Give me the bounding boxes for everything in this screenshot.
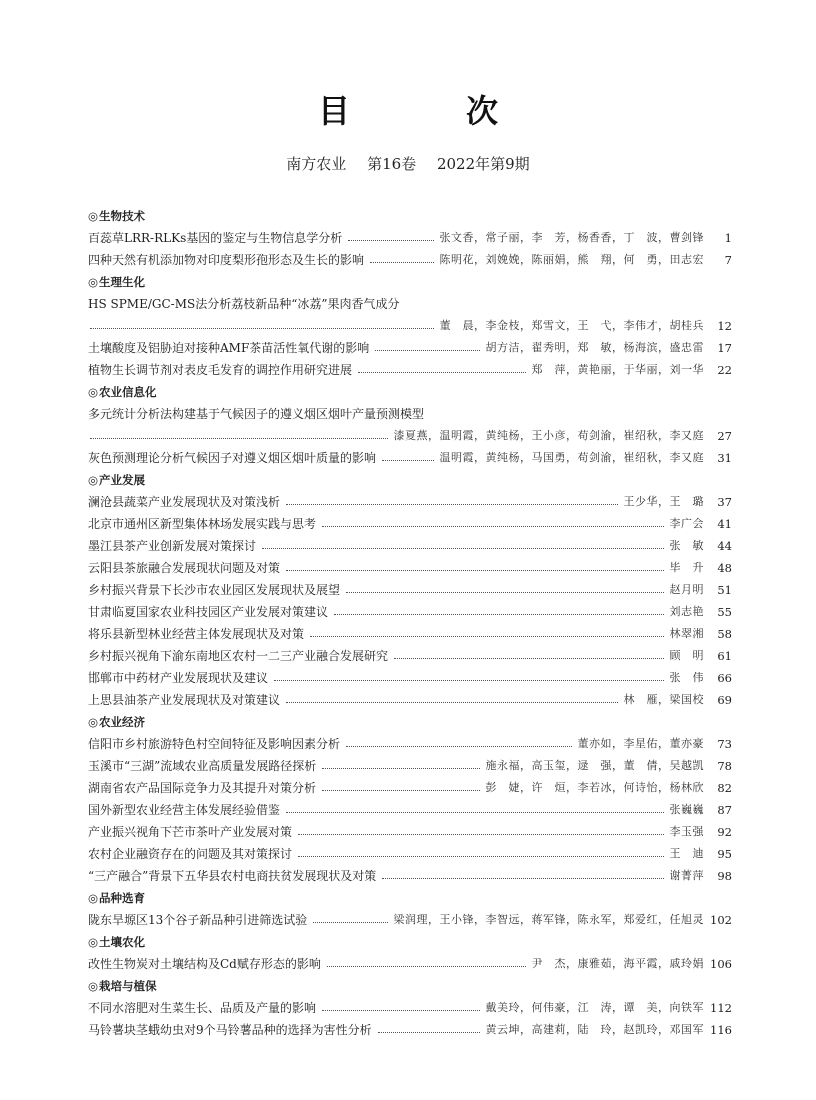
entry-title: 灰色预测理论分析气候因子对遵义烟区烟叶质量的影响 [88, 451, 377, 465]
toc-entry[interactable] [88, 315, 732, 337]
section-name: 栽培与植保 [99, 979, 157, 993]
entry-page: 41 [717, 517, 732, 531]
entry-title: 陇东旱塬区13个谷子新品种引进筛选试验 [88, 913, 308, 927]
entry-authors: 漆夏燕，温明霞，黄纯杨，王小彦，苟剑渝，崔绍秋，李又庭 [393, 429, 704, 442]
dot-leader [382, 878, 663, 879]
section-marker: ◎ [88, 209, 99, 223]
toc-entry[interactable] [88, 359, 732, 381]
entry-title: “三产融合”背景下五华县农村电商扶贫发展现状及对策 [88, 869, 377, 883]
entry-page: 7 [724, 253, 732, 267]
entry-page: 37 [717, 495, 732, 509]
section-name: 产业发展 [99, 473, 146, 487]
entry-page: 48 [717, 561, 732, 575]
dot-leader [378, 1032, 480, 1033]
issue-label: 2022年第9期 [436, 155, 530, 173]
section-name: 品种选育 [99, 891, 146, 905]
entry-title: 植物生长调节剂对表皮毛发育的调控作用研究进展 [88, 363, 353, 377]
entry-authors: 张 伟 [669, 671, 704, 684]
entry-title: 玉溪市“三湖”流域农业高质量发展路径探析 [88, 759, 317, 773]
dot-leader [322, 768, 479, 769]
entry-page: 78 [717, 759, 732, 773]
entry-page: 69 [717, 693, 732, 707]
entry-page: 116 [710, 1023, 732, 1037]
toc-entry[interactable] [88, 821, 732, 843]
journal-name: 南方农业 [286, 155, 347, 173]
entry-title: 马铃薯块茎蛾幼虫对9个马铃薯品种的选择为害性分析 [88, 1023, 372, 1037]
dot-leader [346, 746, 571, 747]
toc-entry-title-line[interactable] [88, 293, 732, 315]
entry-title: 甘肃临夏国家农业科技园区产业发展对策建议 [88, 605, 329, 619]
entry-authors: 陈明花，刘娩娩，陈丽娟，熊 翔，何 勇，田志宏 [439, 253, 704, 266]
entry-authors: 赵月明 [669, 583, 704, 596]
entry-authors: 谢菁萍 [669, 869, 704, 882]
section-marker: ◎ [88, 935, 99, 949]
entry-page: 27 [717, 429, 732, 443]
entry-authors: 林 雁，梁国校 [623, 693, 704, 706]
section-heading [88, 381, 732, 403]
entry-authors: 董 晨，李金枝，郑雪文，王 弋，李伟才，胡桂兵 [439, 319, 704, 332]
entry-page: 92 [717, 825, 732, 839]
entry-page: 31 [717, 451, 732, 465]
entry-title: HS SPME/GC-MS法分析荔枝新品种“冰荔”果肉香气成分 [88, 297, 400, 311]
dot-leader [286, 570, 663, 571]
entry-authors: 张巍巍 [669, 803, 704, 816]
section-name: 生物技术 [99, 209, 146, 223]
dot-leader [310, 636, 663, 637]
section-marker: ◎ [88, 715, 99, 729]
section-marker: ◎ [88, 385, 99, 399]
toc-entry[interactable] [88, 953, 732, 975]
section-name: 生理生化 [99, 275, 146, 289]
dot-leader [382, 460, 433, 461]
entry-page: 87 [717, 803, 732, 817]
section-marker: ◎ [88, 473, 99, 487]
toc-entry[interactable] [88, 557, 732, 579]
section-name: 农业信息化 [99, 385, 157, 399]
toc-entry[interactable] [88, 623, 732, 645]
toc-entry[interactable] [88, 447, 732, 469]
entry-authors: 尹 杰，康雅茹，海平霞，戚玲娟 [531, 957, 704, 970]
table-of-contents [88, 205, 732, 1041]
entry-page: 12 [717, 319, 732, 333]
dot-leader [322, 1010, 479, 1011]
entry-authors: 李玉强 [669, 825, 704, 838]
toc-entry[interactable] [88, 667, 732, 689]
dot-leader [298, 856, 663, 857]
journal-issue-line [0, 153, 816, 174]
entry-title: 不同水溶肥对生菜生长、品质及产量的影响 [88, 1001, 317, 1015]
toc-entry[interactable] [88, 733, 732, 755]
dot-leader [322, 790, 479, 791]
entry-page: 22 [717, 363, 732, 377]
section-heading [88, 887, 732, 909]
entry-title: 土壤酸度及铝胁迫对接种AMF茶苗活性氧代谢的影响 [88, 341, 370, 355]
entry-title: 百蕊草LRR-RLKs基因的鉴定与生物信息学分析 [88, 231, 343, 245]
entry-authors: 戴美玲，何伟豪，江 涛，谭 美，向铁军 [485, 1001, 704, 1014]
toc-entry[interactable] [88, 799, 732, 821]
entry-page: 1 [724, 231, 732, 245]
entry-authors: 林翠湘 [669, 627, 704, 640]
section-name: 农业经济 [99, 715, 146, 729]
section-heading [88, 205, 732, 227]
entry-authors: 温明霞，黄纯杨，马国勇，苟剑渝，崔绍秋，李又庭 [439, 451, 704, 464]
section-name: 土壤农化 [99, 935, 146, 949]
entry-title: 乡村振兴视角下渝东南地区农村一二三产业融合发展研究 [88, 649, 389, 663]
entry-authors: 梁润理，王小锋，李智远，蒋军锋，陈永军，郑爱红，任旭灵 [393, 913, 704, 926]
entry-title: 墨江县茶产业创新发展对策探讨 [88, 539, 257, 553]
entry-title: 多元统计分析法构建基于气候因子的遵义烟区烟叶产量预测模型 [88, 407, 425, 421]
entry-authors: 黄云坤，高建莉，陆 玲，赵凯玲，邓国军 [485, 1023, 704, 1036]
entry-authors: 董亦如，李星佑，董亦豪 [577, 737, 704, 750]
entry-authors: 张文香，常子丽，李 芳，杨香香，丁 波，曹剑锋 [439, 231, 704, 244]
entry-authors: 毕 升 [669, 561, 704, 574]
dot-leader [90, 328, 434, 329]
dot-leader [298, 834, 663, 835]
entry-authors: 王少华，王 璐 [623, 495, 704, 508]
toc-entry[interactable] [88, 689, 732, 711]
toc-entry[interactable] [88, 513, 732, 535]
toc-entry[interactable] [88, 1019, 732, 1041]
entry-title: 将乐县新型林业经营主体发展现状及对策 [88, 627, 305, 641]
toc-entry[interactable] [88, 601, 732, 623]
toc-entry[interactable] [88, 777, 732, 799]
dot-leader [370, 262, 433, 263]
dot-leader [327, 966, 526, 967]
entry-page: 66 [717, 671, 732, 685]
section-heading [88, 271, 732, 293]
entry-title: 上思县油茶产业发展现状及对策建议 [88, 693, 281, 707]
section-marker: ◎ [88, 891, 99, 905]
dot-leader [286, 504, 617, 505]
section-marker: ◎ [88, 275, 99, 289]
entry-title: 国外新型农业经营主体发展经验借鉴 [88, 803, 281, 817]
toc-entry[interactable] [88, 865, 732, 887]
entry-page: 73 [717, 737, 732, 751]
dot-leader [358, 372, 525, 373]
entry-page: 95 [717, 847, 732, 861]
toc-entry[interactable] [88, 425, 732, 447]
entry-title: 湖南省农产品国际竞争力及其提升对策分析 [88, 781, 317, 795]
entry-title: 四种天然有机添加物对印度梨形孢形态及生长的影响 [88, 253, 365, 267]
entry-page: 44 [717, 539, 732, 553]
entry-title: 乡村振兴背景下长沙市农业园区发展现状及展望 [88, 583, 341, 597]
dot-leader [262, 548, 663, 549]
entry-authors: 郑 萍，黄艳丽，于华丽，刘一华 [531, 363, 704, 376]
toc-entry[interactable] [88, 843, 732, 865]
dot-leader [286, 812, 663, 813]
dot-leader [90, 438, 388, 439]
entry-page: 82 [717, 781, 732, 795]
entry-title: 云阳县茶旅融合发展现状问题及对策 [88, 561, 281, 575]
entry-title: 产业振兴视角下芒市茶叶产业发展对策 [88, 825, 293, 839]
entry-page: 55 [717, 605, 732, 619]
entry-authors: 胡方洁，翟秀明，郑 敏，杨海滨，盛忠雷 [485, 341, 704, 354]
section-heading [88, 711, 732, 733]
entry-title: 澜沧县蔬菜产业发展现状及对策浅析 [88, 495, 281, 509]
toc-entry[interactable] [88, 535, 732, 557]
entry-authors: 顾 明 [669, 649, 704, 662]
entry-authors: 施永福，高玉玺，逯 强，董 倩，吴越凯 [485, 759, 704, 772]
volume-label: 第16卷 [367, 155, 417, 173]
entry-title: 农村企业融资存在的问题及其对策探讨 [88, 847, 293, 861]
entry-authors: 李广会 [669, 517, 704, 530]
entry-page: 51 [717, 583, 732, 597]
dot-leader [274, 680, 663, 681]
dot-leader [286, 702, 617, 703]
toc-entry-title-line[interactable] [88, 403, 732, 425]
entry-title: 北京市通州区新型集体林场发展实践与思考 [88, 517, 317, 531]
entry-authors: 张 敏 [669, 539, 704, 552]
entry-title: 信阳市乡村旅游特色村空间特征及影响因素分析 [88, 737, 341, 751]
dot-leader [348, 240, 433, 241]
toc-entry[interactable] [88, 909, 732, 931]
entry-page: 58 [717, 627, 732, 641]
section-heading [88, 975, 732, 997]
toc-entry[interactable] [88, 337, 732, 359]
entry-page: 98 [717, 869, 732, 883]
dot-leader [322, 526, 663, 527]
entry-authors: 刘志艳 [669, 605, 704, 618]
toc-entry[interactable] [88, 249, 732, 271]
dot-leader [375, 350, 479, 351]
entry-title: 改性生物炭对土壤结构及Cd赋存形态的影响 [88, 957, 321, 971]
entry-authors: 彭 婕，许 烜，李若冰，何诗怡，杨林欣 [485, 781, 704, 794]
entry-page: 17 [717, 341, 732, 355]
entry-title: 邯郸市中药材产业发展现状及建议 [88, 671, 269, 685]
toc-entry[interactable] [88, 645, 732, 667]
toc-entry[interactable] [88, 997, 732, 1019]
section-heading [88, 469, 732, 491]
toc-entry[interactable] [88, 579, 732, 601]
entry-authors: 王 迪 [669, 847, 704, 860]
toc-entry[interactable] [88, 491, 732, 513]
section-marker: ◎ [88, 979, 99, 993]
toc-entry[interactable] [88, 755, 732, 777]
dot-leader [346, 592, 663, 593]
dot-leader [394, 658, 663, 659]
dot-leader [313, 922, 387, 923]
page-title: 目 次 [317, 92, 540, 130]
toc-entry[interactable] [88, 227, 732, 249]
entry-page: 61 [717, 649, 732, 663]
entry-page: 102 [710, 913, 732, 927]
entry-page: 106 [710, 957, 732, 971]
dot-leader [334, 614, 663, 615]
entry-page: 112 [710, 1001, 732, 1015]
section-heading [88, 931, 732, 953]
